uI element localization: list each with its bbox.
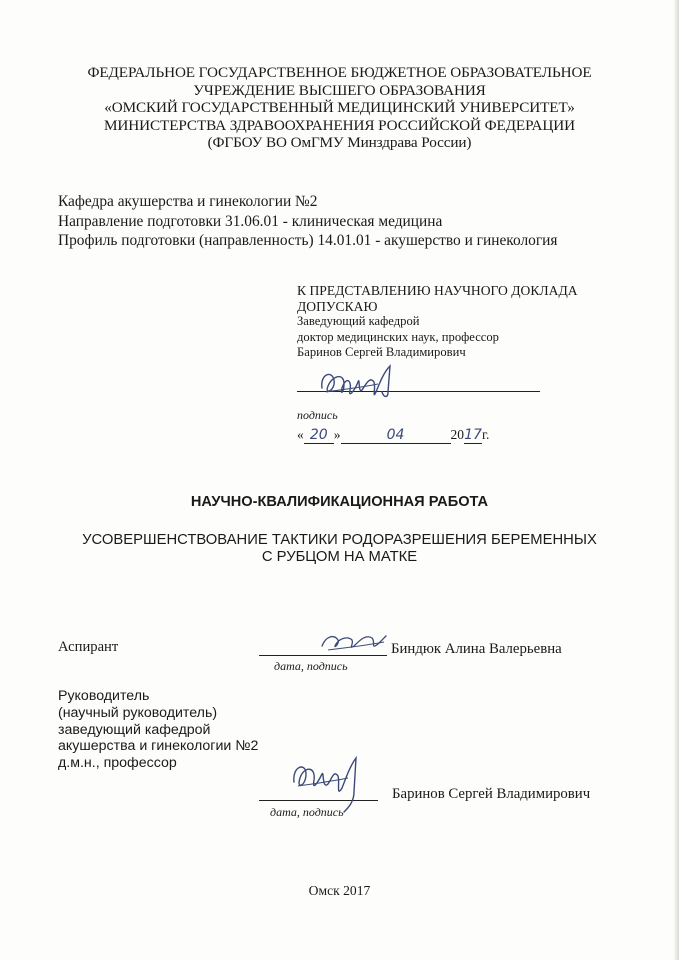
date-month: 04 [386, 427, 405, 443]
date-year-field [464, 427, 482, 444]
city-year: Омск 2017 [308, 883, 371, 898]
supervisor-line: Руководитель [58, 688, 150, 704]
direction-line: Направление подготовки 31.06.01 - клиническая медицина [58, 212, 443, 230]
profile-line: Профиль подготовки (направленность) 14.01.01 - акушерство и гинекология [58, 232, 558, 249]
approval-date [297, 427, 489, 444]
aspirant-signature-image [318, 628, 390, 660]
work-title [0, 532, 679, 566]
date-close-quote: » [333, 427, 341, 442]
approval-heading-2: ДОПУСКАЮ [297, 298, 378, 314]
aspirant-label: Аспирант [58, 639, 119, 655]
header-line: МИНИСТЕРСТВА ЗДРАВООХРАНЕНИЯ РОССИЙСКОЙ ФЕДЕРАЦИИ [104, 116, 575, 134]
work-title-line: С РУБЦОМ НА МАТКЕ [261, 549, 418, 565]
aspirant-name: Биндюк Алина Валерьевна [391, 641, 562, 657]
work-type: НАУЧНО-КВАЛИФИКАЦИОННАЯ РАБОТА [190, 494, 489, 510]
supervisor-line: д.м.н., профессор [58, 755, 177, 772]
supervisor-name: Баринов Сергей Владимирович [392, 786, 591, 802]
supervisor-line: (научный руководитель) [58, 704, 218, 721]
institution-header [0, 64, 679, 152]
approval-heading: К ПРЕДСТАВЛЕНИЮ НАУЧНОГО ДОКЛАДА [297, 283, 578, 298]
department-line: Кафедра акушерства и гинекологии №2 [58, 193, 318, 210]
approver-name: Баринов Сергей Владимирович [297, 345, 466, 359]
approver-signature-image [318, 362, 408, 412]
supervisor-line: акушерства и гинекологии №2 [58, 738, 259, 755]
date-year-prefix: 20 [450, 427, 464, 442]
date-day: 20 [309, 427, 328, 443]
work-title-line: УСОВЕРШЕНСТВОВАНИЕ ТАКТИКИ РОДОРАЗРЕШЕНИЯ БЕРЕМЕННЫХ [82, 532, 597, 548]
date-open-quote: « [297, 427, 304, 442]
supervisor-line: заведующий кафедрой [58, 721, 211, 738]
supervisor-info [58, 688, 258, 772]
approver-position: Заведующий кафедрой [297, 314, 420, 328]
header-line: УЧРЕЖДЕНИЕ ВЫСШЕГО ОБРАЗОВАНИЯ [193, 81, 486, 99]
date-year-unit: г. [482, 427, 490, 442]
header-line: ФЕДЕРАЛЬНОЕ ГОСУДАРСТВЕННОЕ БЮДЖЕТНОЕ ОБРАЗОВАТЕЛЬНОЕ [87, 64, 592, 81]
approver-degree: доктор медицинских наук, профессор [297, 329, 499, 344]
approver-signature-caption: подпись [297, 408, 338, 422]
date-month-field [341, 427, 451, 444]
aspirant-signature-caption: дата, подпись [274, 659, 348, 673]
header-line: (ФГБОУ ВО ОмГМУ Минздрава России) [207, 134, 472, 151]
approval-block [297, 283, 578, 361]
supervisor-signature-caption: дата, подпись [270, 805, 344, 819]
date-day-field [304, 427, 334, 444]
department-info [58, 192, 557, 251]
date-year-suffix: 17 [464, 427, 482, 443]
header-line: «ОМСКИЙ ГОСУДАРСТВЕННЫЙ МЕДИЦИНСКИЙ УНИВЕРСИТЕТ» [104, 99, 575, 116]
